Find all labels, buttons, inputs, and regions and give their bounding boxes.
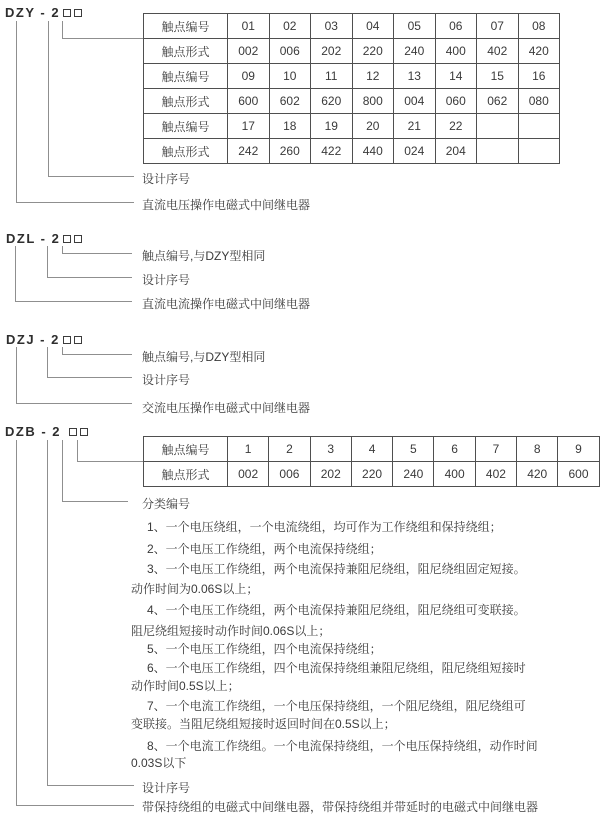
dzy-contact-table-cell: 620 xyxy=(311,89,353,114)
dzb-class-note-line-10: 7、一个电流工作绕组，一个电压保持绕组，一个阻尼绕组，阻尼绕组可 xyxy=(147,699,526,713)
dzb-contact-table-cell: 002 xyxy=(228,462,269,487)
dzj-relay-type-label: 交流电压操作电磁式中间继电器 xyxy=(142,401,311,415)
dzj-digit-box-1 xyxy=(63,336,71,344)
dzb-class-note-line-9: 动作时间0.5S以上； xyxy=(131,679,240,693)
dzb-class-leader-vline xyxy=(62,440,63,501)
dzj-contact-number-label: 触点编号,与DZY型相同 xyxy=(142,350,266,364)
dzy-contact-table-cell: 602 xyxy=(269,89,311,114)
dzy-contact-table-row-header: 触点形式 xyxy=(144,89,228,114)
dzy-contact-table-cell: 17 xyxy=(228,114,270,139)
dzy-contact-table-row-1 xyxy=(144,39,560,64)
dzb-contact-table-row-header: 触点编号 xyxy=(144,437,228,462)
dzy-model-code xyxy=(5,6,82,20)
dzy-contact-table-cell: 080 xyxy=(518,89,560,114)
dzy-contact-leader-hline xyxy=(62,38,143,39)
dzb-contact-table-cell: 2 xyxy=(269,437,310,462)
dzy-contact-table-cell: 242 xyxy=(228,139,270,164)
dzj-design-serial-label: 设计序号 xyxy=(142,373,191,387)
dzb-class-note-line-5: 4、一个电压工作绕组，两个电流保持兼阻尼绕组，阻尼绕组可变联接。 xyxy=(147,603,526,617)
dzy-design-leader-vline xyxy=(48,21,49,176)
dzb-relay-type-label: 带保持绕组的电磁式中间继电器，带保持绕组并带延时的电磁式中间继电器 xyxy=(142,800,539,814)
dzb-class-leader-hline xyxy=(62,501,128,502)
dzy-model-text: DZY - 2 xyxy=(5,5,61,20)
dzj-design-leader-hline xyxy=(47,377,132,378)
dzy-contact-table-cell: 202 xyxy=(311,39,353,64)
dzy-contact-table-cell: 600 xyxy=(228,89,270,114)
dzb-contact-table-cell: 5 xyxy=(393,437,434,462)
dzy-contact-table-row-header: 触点编号 xyxy=(144,64,228,89)
dzb-contact-table-cell: 240 xyxy=(393,462,434,487)
dzj-contact-leader-hline xyxy=(62,354,132,355)
dzy-type-leader-vline xyxy=(16,21,17,202)
dzj-digit-box-2 xyxy=(74,336,82,344)
dzl-type-leader-hline xyxy=(15,301,132,302)
dzl-digit-box-2 xyxy=(74,235,82,243)
dzy-design-leader-hline xyxy=(48,176,134,177)
dzl-model-code xyxy=(6,232,82,246)
dzb-contact-table-cell: 420 xyxy=(517,462,558,487)
dzy-contact-table-cell: 204 xyxy=(435,139,477,164)
dzy-relay-type-label: 直流电压操作电磁式中间继电器 xyxy=(142,198,311,212)
dzy-contact-table-cell: 402 xyxy=(477,39,519,64)
dzy-contact-table-cell: 04 xyxy=(352,14,394,39)
dzb-contact-table-cell: 220 xyxy=(351,462,392,487)
dzb-model-text: DZB - 2 xyxy=(5,424,61,439)
dzy-contact-table xyxy=(143,13,560,164)
dzy-contact-table-cell: 060 xyxy=(435,89,477,114)
dzb-contact-table-cell: 9 xyxy=(558,437,599,462)
dzy-contact-table-cell: 09 xyxy=(228,64,270,89)
dzy-contact-table-cell: 420 xyxy=(518,39,560,64)
dzb-contact-table-cell: 400 xyxy=(434,462,475,487)
dzl-relay-type-label: 直流电流操作电磁式中间继电器 xyxy=(142,297,311,311)
dzy-contact-table-cell xyxy=(477,139,519,164)
dzb-contact-table-cell: 202 xyxy=(310,462,351,487)
dzb-class-note-line-6: 阻尼绕组短接时动作时间0.06S以上； xyxy=(131,624,331,638)
dzj-model-text: DZJ - 2 xyxy=(6,332,60,347)
dzy-contact-table-cell: 16 xyxy=(518,64,560,89)
dzl-contact-leader-hline xyxy=(62,253,132,254)
dzb-contact-table-cell: 4 xyxy=(351,437,392,462)
dzy-contact-table-cell: 07 xyxy=(477,14,519,39)
dzy-contact-table-cell: 422 xyxy=(311,139,353,164)
dzy-contact-table-cell: 05 xyxy=(394,14,436,39)
dzb-contact-table-cell: 006 xyxy=(269,462,310,487)
dzy-contact-table-cell: 800 xyxy=(352,89,394,114)
dzb-contact-table-cell: 7 xyxy=(475,437,516,462)
dzb-digit-box-2 xyxy=(80,428,88,436)
dzy-contact-table-cell: 01 xyxy=(228,14,270,39)
dzl-design-leader-hline xyxy=(47,277,132,278)
dzy-contact-table-row-2 xyxy=(144,64,560,89)
dzy-contact-table-cell: 220 xyxy=(352,39,394,64)
dzb-class-note-line-3: 3、一个电压工作绕组，两个电流保持兼阻尼绕组，阻尼绕组固定短接。 xyxy=(147,562,526,576)
dzj-type-leader-hline xyxy=(16,403,132,404)
dzb-design-leader-hline xyxy=(47,785,134,786)
dzy-contact-table-row-header: 触点形式 xyxy=(144,39,228,64)
dzy-contact-table-cell: 062 xyxy=(477,89,519,114)
dzl-design-leader-vline xyxy=(47,246,48,277)
dzy-contact-table-cell: 15 xyxy=(477,64,519,89)
dzy-contact-table-cell: 12 xyxy=(352,64,394,89)
dzb-contact-table-cell: 1 xyxy=(228,437,269,462)
dzy-contact-table-cell: 10 xyxy=(269,64,311,89)
dzb-contact-table xyxy=(143,436,600,487)
dzy-contact-table-cell xyxy=(518,139,560,164)
dzy-type-leader-hline xyxy=(16,202,134,203)
dzy-contact-leader-vline xyxy=(62,21,63,38)
dzy-contact-table-row-5 xyxy=(144,139,560,164)
dzb-model-code xyxy=(5,425,88,439)
dzy-contact-table-cell xyxy=(477,114,519,139)
dzb-type-leader-hline xyxy=(16,805,134,806)
dzy-contact-table-row-header: 触点编号 xyxy=(144,114,228,139)
dzy-contact-table-cell: 024 xyxy=(394,139,436,164)
dzy-contact-table-cell: 006 xyxy=(269,39,311,64)
dzy-contact-table-cell: 004 xyxy=(394,89,436,114)
dzb-type-leader-vline xyxy=(16,440,17,805)
dzy-contact-table-cell: 400 xyxy=(435,39,477,64)
dzy-contact-table-cell: 13 xyxy=(394,64,436,89)
dzb-contact-leader-vline xyxy=(77,440,78,461)
dzy-contact-table-cell: 06 xyxy=(435,14,477,39)
dzy-contact-table-cell: 18 xyxy=(269,114,311,139)
dzj-model-code xyxy=(6,333,82,347)
dzy-contact-table-row-3 xyxy=(144,89,560,114)
dzy-contact-table-cell: 21 xyxy=(394,114,436,139)
dzb-class-note-line-13: 0.03S以下 xyxy=(131,756,187,770)
dzb-contact-leader-hline xyxy=(77,461,143,462)
dzb-contact-table-cell: 3 xyxy=(310,437,351,462)
dzy-contact-table-row-header: 触点形式 xyxy=(144,139,228,164)
dzy-contact-table-cell: 22 xyxy=(435,114,477,139)
dzy-contact-table-cell: 002 xyxy=(228,39,270,64)
dzb-contact-table-row-0 xyxy=(144,437,600,462)
dzb-digit-box-1 xyxy=(69,428,77,436)
dzl-digit-box-1 xyxy=(63,235,71,243)
dzy-contact-table-cell: 20 xyxy=(352,114,394,139)
dzb-contact-table-cell: 600 xyxy=(558,462,599,487)
dzb-contact-table-cell: 402 xyxy=(475,462,516,487)
dzy-digit-box-2 xyxy=(74,9,82,17)
dzy-contact-table-cell: 11 xyxy=(311,64,353,89)
dzb-design-serial-label: 设计序号 xyxy=(142,781,191,795)
dzy-contact-table-cell: 02 xyxy=(269,14,311,39)
dzy-contact-table-cell: 240 xyxy=(394,39,436,64)
dzy-contact-table-cell: 03 xyxy=(311,14,353,39)
dzy-digit-box-1 xyxy=(63,9,71,17)
dzy-contact-table-cell: 260 xyxy=(269,139,311,164)
dzy-contact-table-cell xyxy=(518,114,560,139)
dzb-class-number-label: 分类编号 xyxy=(142,497,191,511)
dzb-class-note-line-4: 动作时间为0.06S以上； xyxy=(131,582,259,596)
dzb-contact-table-cell: 8 xyxy=(517,437,558,462)
dzy-contact-table-row-header: 触点编号 xyxy=(144,14,228,39)
dzb-class-note-line-2: 2、一个电压工作绕组，两个电流保持绕组； xyxy=(147,542,382,556)
dzb-class-note-line-8: 6、一个电压工作绕组，四个电流保持绕组兼阻尼绕组，阻尼绕组短接时 xyxy=(147,661,526,675)
dzb-class-note-line-12: 8、一个电流工作绕组。一个电流保持绕组，一个电压保持绕组，动作时间 xyxy=(147,739,538,753)
dzy-contact-table-cell: 08 xyxy=(518,14,560,39)
dzy-contact-table-cell: 19 xyxy=(311,114,353,139)
dzb-contact-table-cell: 6 xyxy=(434,437,475,462)
dzj-design-leader-vline xyxy=(47,347,48,377)
dzb-class-note-line-1: 1、一个电压绕组，一个电流绕组，均可作为工作绕组和保持绕组； xyxy=(147,520,502,534)
dzy-design-serial-label: 设计序号 xyxy=(142,172,191,186)
dzl-model-text: DZL - 2 xyxy=(6,231,61,246)
dzb-contact-table-row-1 xyxy=(144,462,600,487)
dzl-contact-leader-vline xyxy=(62,246,63,253)
dzj-contact-leader-vline xyxy=(62,347,63,354)
dzb-design-leader-vline xyxy=(47,440,48,785)
dzj-type-leader-vline xyxy=(16,347,17,403)
dzy-contact-table-cell: 14 xyxy=(435,64,477,89)
dzl-design-serial-label: 设计序号 xyxy=(142,273,191,287)
dzy-contact-table-cell: 440 xyxy=(352,139,394,164)
dzb-class-note-line-11: 变联接。当阻尼绕组短接时返回时间在0.5S以上； xyxy=(131,717,396,731)
dzy-contact-table-row-0 xyxy=(144,14,560,39)
dzb-contact-table-row-header: 触点形式 xyxy=(144,462,228,487)
dzl-type-leader-vline xyxy=(15,246,16,301)
dzy-contact-table-row-4 xyxy=(144,114,560,139)
dzb-class-note-line-7: 5、一个电压工作绕组，四个电流保持绕组； xyxy=(147,642,382,656)
dzl-contact-number-label: 触点编号,与DZY型相同 xyxy=(142,249,266,263)
